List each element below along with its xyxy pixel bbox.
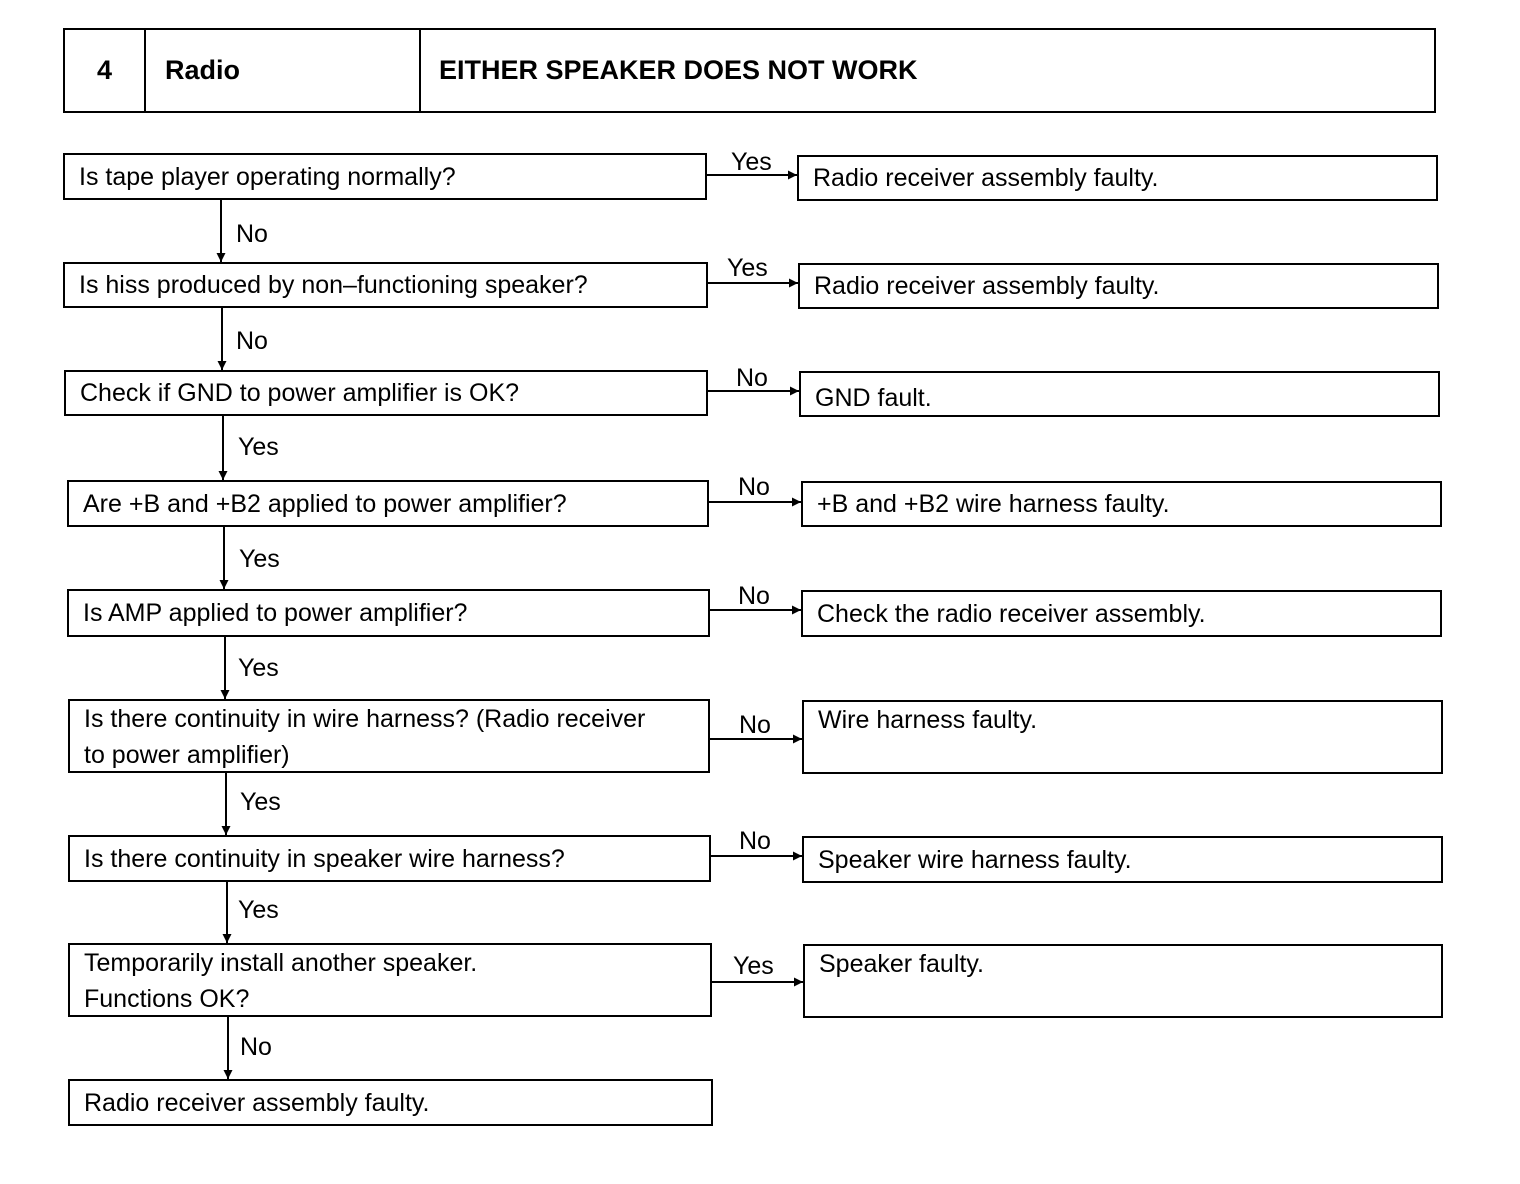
result-box-7 — [802, 836, 1443, 883]
branch-label: No — [236, 327, 268, 355]
branch-label: Yes — [727, 254, 768, 282]
branch-label: Yes — [238, 654, 279, 682]
question-text: Check if GND to power amplifier is OK? — [80, 379, 520, 407]
branch-label: No — [236, 220, 268, 248]
result-text: Radio receiver assembly faulty. — [84, 1088, 430, 1117]
question-box-2 — [63, 262, 708, 308]
question-text: Is hiss produced by non–functioning speaker? — [79, 271, 588, 299]
branch-label: Yes — [238, 896, 279, 924]
branch-label: Yes — [733, 952, 774, 980]
question-text: Is AMP applied to power amplifier? — [83, 599, 468, 627]
question-box-6 — [68, 699, 710, 773]
result-text: Wire harness faulty. — [818, 706, 1038, 734]
branch-label: No — [739, 827, 771, 855]
question-box-4 — [67, 480, 709, 527]
result-box-5 — [801, 590, 1442, 637]
result-box-3 — [799, 371, 1440, 417]
branch-label: Yes — [238, 433, 279, 461]
branch-label: No — [240, 1033, 272, 1061]
result-text: +B and +B2 wire harness faulty. — [817, 490, 1170, 518]
branch-label: Yes — [239, 545, 280, 573]
result-text: Radio receiver assembly faulty. — [814, 272, 1160, 300]
result-box-4 — [801, 481, 1442, 527]
question-text: Is tape player operating normally? — [79, 162, 456, 191]
branch-label: No — [738, 473, 770, 501]
result-box-2 — [798, 263, 1439, 309]
result-text: Radio receiver assembly faulty. — [813, 164, 1159, 192]
result-text: GND fault. — [815, 384, 932, 412]
page-title: EITHER SPEAKER DOES NOT WORK — [439, 55, 918, 85]
branch-label: No — [739, 711, 771, 739]
final-result-box — [68, 1079, 713, 1126]
branch-label: No — [736, 364, 768, 392]
question-box-8 — [68, 943, 712, 1017]
question-text: Are +B and +B2 applied to power amplifier? — [83, 489, 567, 518]
question-box-1 — [63, 153, 707, 200]
branch-label: No — [738, 582, 770, 610]
question-box-7 — [68, 835, 711, 882]
result-text: Speaker faulty. — [819, 950, 984, 978]
question-text: Is there continuity in speaker wire harness? — [84, 844, 565, 873]
section-number: 4 — [65, 30, 146, 111]
result-box-8 — [803, 944, 1443, 1018]
branch-label: Yes — [731, 148, 772, 176]
result-box-6 — [802, 700, 1443, 774]
result-box-1 — [797, 155, 1438, 201]
system-name: Radio — [146, 30, 421, 111]
question-box-5 — [67, 589, 710, 637]
branch-label: Yes — [240, 788, 281, 816]
question-text: Is there continuity in wire harness? (Radio receiver to power amplifier) — [84, 705, 646, 769]
result-text: Check the radio receiver assembly. — [817, 599, 1206, 628]
result-text: Speaker wire harness faulty. — [818, 845, 1132, 874]
question-text: Temporarily install another speaker. Functions OK? — [84, 949, 478, 1013]
question-box-3 — [64, 370, 708, 416]
